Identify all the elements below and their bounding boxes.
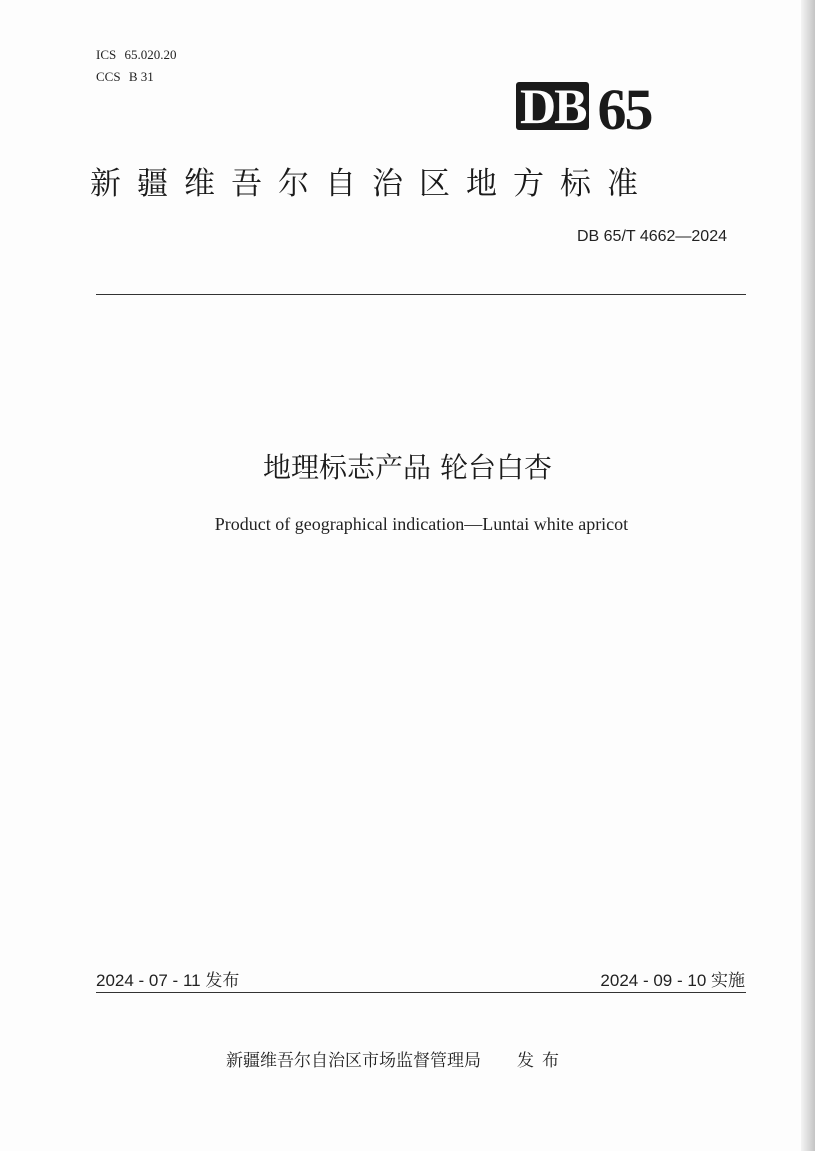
publisher-name: 新疆维吾尔自治区市场监督管理局 bbox=[226, 1051, 481, 1071]
db-logo-number: 65 bbox=[597, 77, 652, 142]
implementation-date: 2024 - 09 - 10 实施 bbox=[600, 971, 745, 990]
bottom-divider bbox=[96, 992, 746, 993]
db-logo-letters: DB bbox=[516, 82, 589, 130]
top-divider bbox=[96, 294, 746, 295]
release-date: 2024 - 07 - 11 发布 bbox=[96, 971, 240, 990]
ics-code bbox=[96, 44, 176, 66]
db-logo bbox=[516, 77, 652, 142]
standard-number: DB 65/T 4662—2024 bbox=[576, 228, 727, 245]
document-title-chinese: 地理标志产品 轮台白杏 bbox=[263, 451, 552, 484]
publisher-action: 发布 bbox=[517, 1051, 567, 1071]
ccs-code bbox=[96, 66, 176, 88]
publisher-line bbox=[226, 1046, 567, 1071]
ics-label: ICS bbox=[96, 47, 117, 62]
ics-value: 65.020.20 bbox=[124, 47, 177, 62]
standard-type-heading: 新疆维吾尔自治区地方标准 bbox=[90, 166, 654, 202]
page-edge-shadow bbox=[801, 0, 815, 1151]
ccs-value: B 31 bbox=[128, 69, 154, 84]
document-title-english: Product of geographical indication—Luntai white apricot bbox=[214, 514, 629, 534]
classification-codes bbox=[96, 44, 176, 88]
ccs-label: CCS bbox=[96, 69, 121, 84]
